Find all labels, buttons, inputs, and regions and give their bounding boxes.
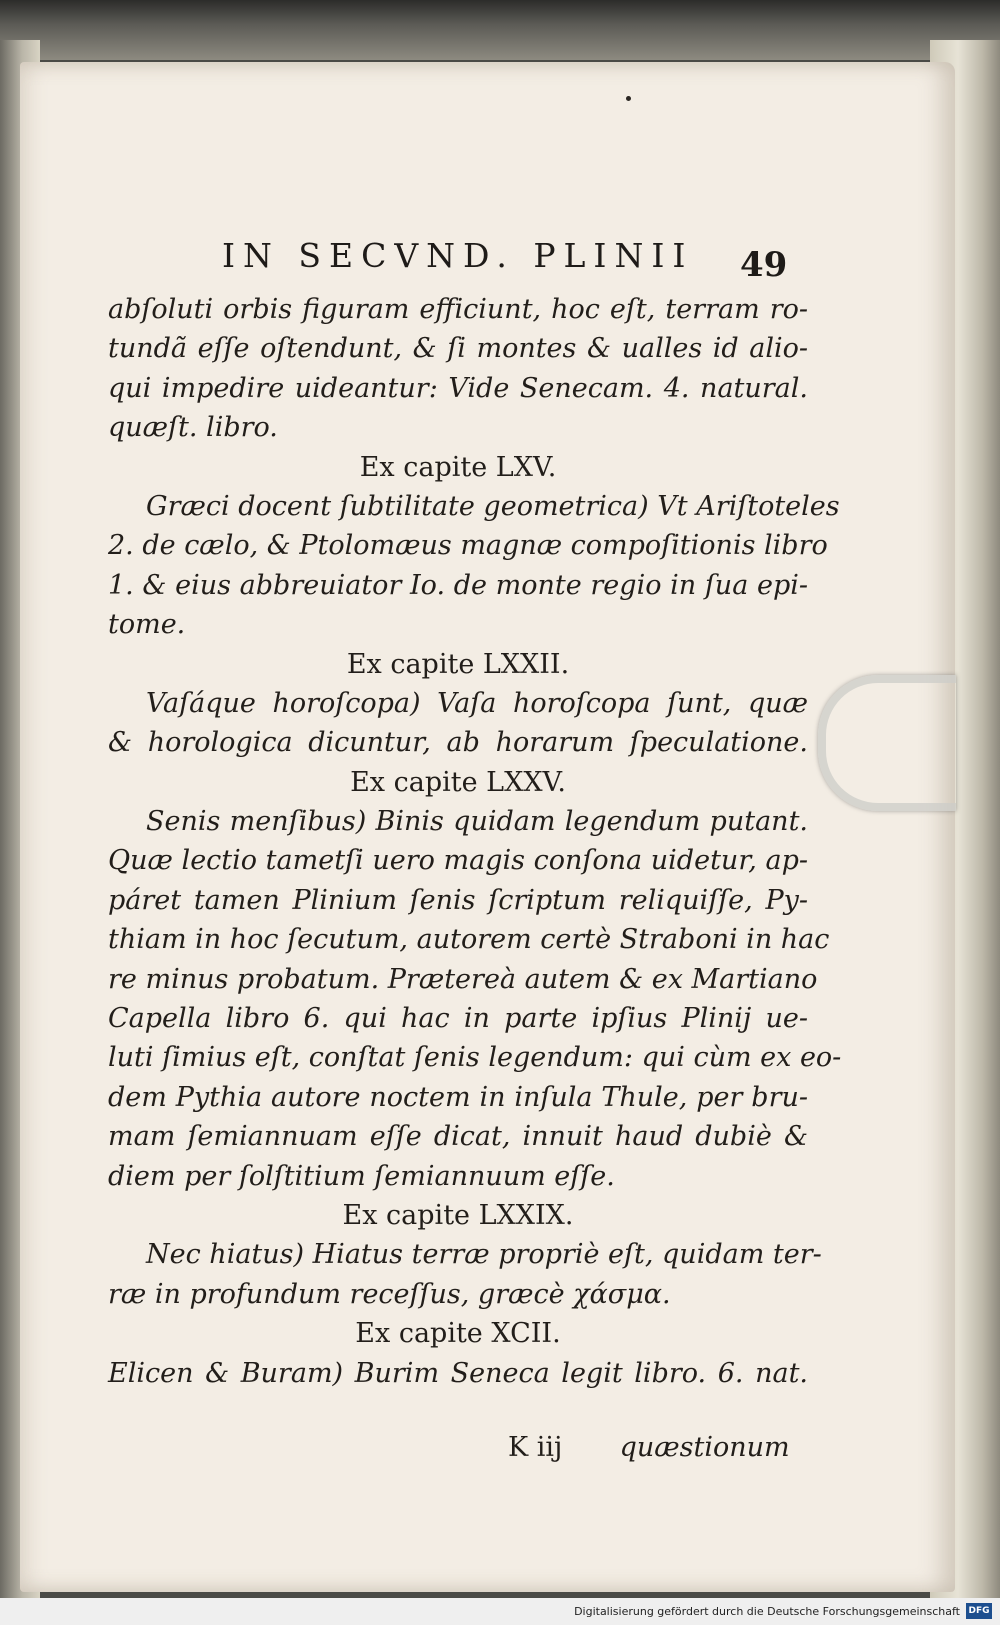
catchword: quæstionum	[619, 1432, 790, 1463]
page-number: 49	[740, 245, 788, 285]
signature-line	[508, 1428, 808, 1468]
text-line: mam ſemiannuam eſſe dicat, innuit haud dubiè &	[108, 1121, 808, 1153]
text-line: qui impedire uideantur: Vide Senecam. 4. natural.	[108, 372, 808, 404]
footer-credit: Digitalisierung gefördert durch die Deutsche Forschungsgemeinschaft	[574, 1605, 960, 1618]
text-line: Capella libro 6. qui hac in parte ipſius Plinij ue-	[108, 1003, 808, 1035]
text-line: re minus probatum. Prætereà autem & ex Martiano	[108, 963, 818, 995]
signature-mark: K iij	[508, 1432, 563, 1463]
paper-clip	[818, 675, 956, 811]
text-line: 1. & eius abbreuiator Io. de monte regio in ſua epi-	[108, 569, 808, 601]
chapter-heading: Ex capite XCII.	[355, 1318, 561, 1350]
chapter-heading: Ex capite LXXII.	[346, 648, 570, 680]
text-line: tundã eſſe oſtendunt, & ſi montes & ualles id alio-	[108, 333, 808, 365]
text-line: dem Pythia autore noctem in inſula Thule, per bru-	[108, 1081, 808, 1113]
chapter-heading: Ex capite LXV.	[359, 451, 557, 483]
text-line: thiam in hoc ſecutum, autorem certè Straboni in hac	[108, 924, 830, 956]
text-line: & horologica dicuntur, ab horarum ſpeculatione.	[108, 727, 808, 759]
text-line: 2. de cælo, & Ptolomæus magnæ compoſitionis libro	[108, 530, 828, 562]
dfg-logo-icon: DFG	[966, 1603, 992, 1619]
chapter-heading: Ex capite LXXV.	[350, 766, 566, 798]
text-block	[108, 290, 842, 1393]
text-line: páret tamen Plinium ſenis ſcriptum reliquiſſe, Py-	[108, 884, 808, 916]
text-line: diem per ſolſtitium ſemiannuum eſſe.	[108, 1160, 615, 1192]
text-line: abſoluti orbis figuram efficiunt, hoc eſt, terram ro-	[108, 294, 808, 325]
text-line: Græci docent ſubtilitate geometrica) Vt Ariſtoteles	[146, 490, 840, 522]
text-line: luti ſimius eſt, conſtat ſenis legendum: qui cùm ex eo-	[108, 1042, 842, 1074]
text-line: Elicen & Buram) Burim Seneca legit libro. 6. nat.	[108, 1357, 808, 1389]
ink-dot	[626, 96, 631, 101]
text-line: quæſt. libro.	[108, 412, 278, 444]
chapter-heading: Ex capite LXXIX.	[342, 1199, 574, 1231]
text-line: Senis menſibus) Binis quidam legendum putant.	[146, 806, 808, 838]
text-line: Vaſáque horoſcopa) Vaſa horoſcopa ſunt, quæ	[146, 687, 808, 719]
running-head: IN SECVND. PLINII	[222, 236, 694, 275]
text-line: ræ in profundum receſſus, græcè χάσμα.	[108, 1278, 671, 1310]
book-top-edge	[0, 0, 1000, 60]
text-line: Nec hiatus) Hiatus terræ propriè eſt, quidam ter-	[146, 1239, 822, 1271]
text-line: tome.	[108, 609, 186, 641]
text-line: Quæ lectio tametſi uero magis conſona uidetur, ap-	[108, 845, 808, 877]
